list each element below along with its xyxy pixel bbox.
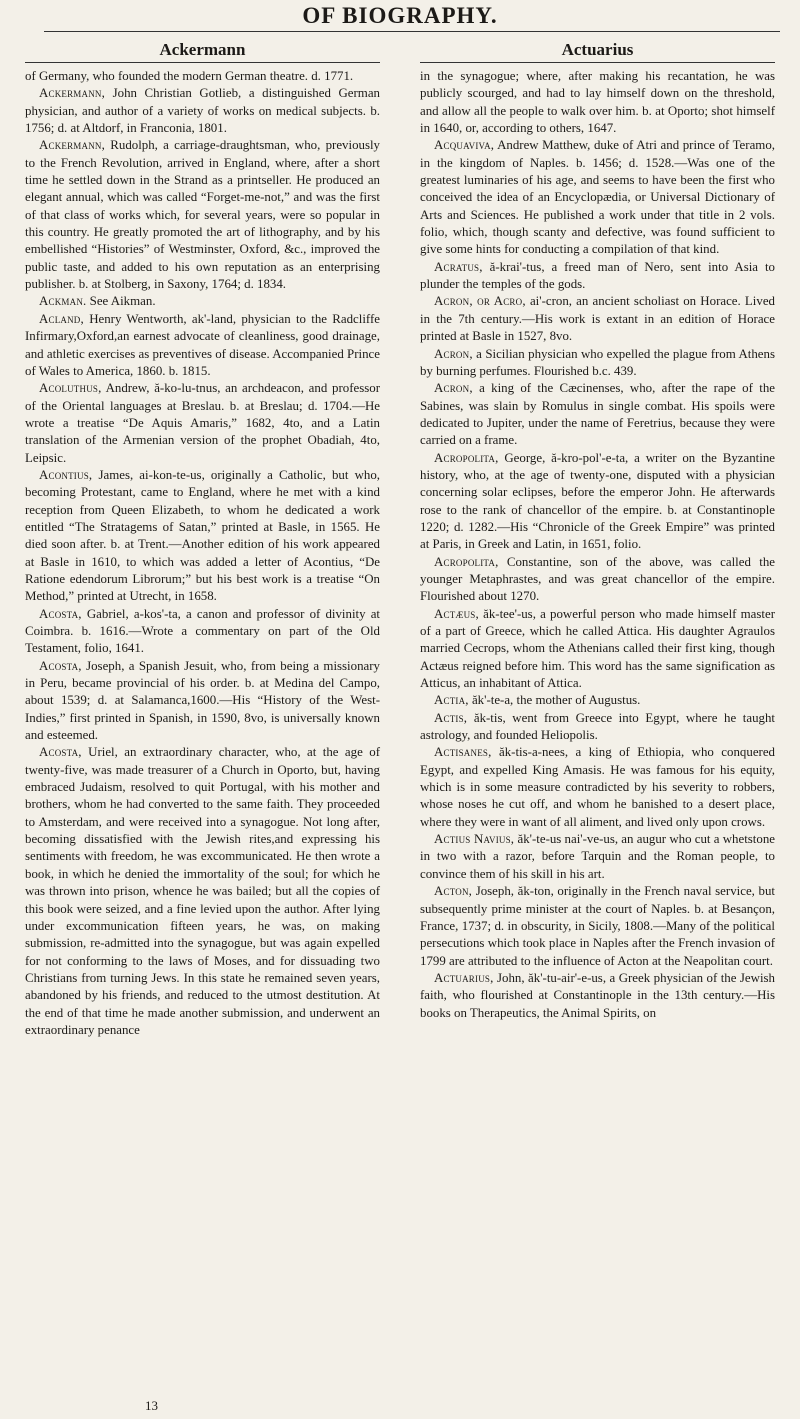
right-column-heading: Actuarius bbox=[561, 40, 634, 59]
entry-headword: Actius Navius, bbox=[434, 832, 515, 847]
entry-text: Andrew Matthew, duke of Atri and prince of Teramo, in the kingdom of Naples. b. 1456; d. 1528.—Was one of the greatest luminaries of his age, and seems to have been the first who conceived the idea of an Encyclopædia, or Universal Dictionary of Arts and Sciences. He published a work under that title in 2 vols. folio, which, though scanty and defective, was found sufficient to give some hints for conducting a compilation of that kind. bbox=[420, 138, 775, 257]
entry-text: Gabriel, a-kos'-ta, a canon and professor of divinity at Coimbra. b. 1616.—Wrote a commentary on part of the Old Testament, folio, 1641. bbox=[25, 606, 380, 656]
page-number: 13 bbox=[145, 1398, 158, 1413]
entry-text: James, ai-kon-te-us, originally a Catholic, but who, becoming Protestant, came to England, where he met with a kind reception from Queen Elizabeth, to whom he dedicated a work entitled “The Stratagems of Satan,” printed at Basle, in 1565. He died soon after. b. at Trent.—Another edition of his work appeared at Basle in 1610, to which was added a letter of Acontius, “De Ratione edendorum Librorum;” but his best work is a treatise “On Method,” printed at Utrecht, in 1658. bbox=[25, 467, 380, 604]
entry bbox=[25, 85, 380, 137]
entry-text: Joseph, a Spanish Jesuit, who, from being a missionary in Peru, became provincial of his order. b. at Medina del Campo, about 1539; d. at Salamanca,1600.—His “History of the West-Indies,” first printed in Spanish, in 1590, 8vo, is universally known and esteemed. bbox=[25, 658, 380, 743]
entry bbox=[25, 467, 380, 606]
entry-text: ăk-tee'-us, a powerful person who made himself master of a part of Greece, which he called Attica. His daughter Agraulos married Cecrops, whom the Athenians called their first king, though Actæus reigned before him. This word has the same signification as Atticus, an inhabitant of Attica. bbox=[420, 606, 775, 691]
entry bbox=[420, 970, 775, 1022]
entry-text: in the synagogue; where, after making his recantation, he was publicly scourged, and had to lay himself down on the threshold, and allow all the people to walk over him. b. at Oporto; shot himself in 1640, or, according to others, 1647. bbox=[420, 69, 775, 136]
entry-headword: Actisanes, bbox=[434, 745, 492, 760]
entry bbox=[25, 137, 380, 293]
entry-text: See Aikman. bbox=[86, 294, 156, 309]
entry bbox=[420, 883, 775, 970]
entry-headword: Acropolita, bbox=[434, 450, 499, 465]
entry-text: ăk'-te-us nai'-ve-us, an augur who cut a whetstone in two with a razor, before Tarquin and the Roman people, to convince them of his skill in his art. bbox=[420, 832, 775, 881]
entry-text: Uriel, an extraordinary character, who, at the age of twenty-five, was made treasurer of a Church in Oporto, but, having embraced Judaism, resolved to quit Portugal, with his mother and brothers, whom he had converted to the same faith. They proceeded to Amsterdam, and were received into a synagogue. Not long after, becoming dissatisfied with the Jewish rites,and expressing his sentiments with freedom, he was excommunicated. He then wrote a book, in which he denied the immortality of the soul; for which he was thrown into prison, whence he was bailed; but all the copies of this book were seized, and a fine levied upon the author. After lying under excommunication fifteen years, he was, on making submission, re-admitted into the synagogue, but was again expelled for not conforming to the laws of Moses, and for dissuading two Christians from turning Jews. In this state he remained seven years, abandoned by his friends, and reduced to the utmost destitution. At the end of that time he made another submission, and underwent an extraordinary penance bbox=[25, 745, 380, 1037]
entry-headword: Actuarius, bbox=[434, 970, 494, 985]
entry bbox=[420, 68, 775, 137]
entry bbox=[420, 710, 775, 745]
entry-headword: Acosta, bbox=[39, 745, 82, 760]
entry bbox=[420, 692, 775, 709]
entry-headword: Acosta, bbox=[39, 606, 82, 621]
entry bbox=[420, 137, 775, 258]
entry-text: ăk-tis, went from Greece into Egypt, where he taught astrology, and founded Heliopolis. bbox=[420, 710, 775, 743]
entry bbox=[420, 259, 775, 294]
entry-text: a Sicilian physician who expelled the plague from Athens by burning perfumes. Flourished b.c. 439. bbox=[420, 346, 775, 378]
entry bbox=[420, 380, 775, 449]
entry-text: ăk-tis-a-nees, a king of Ethiopia, who conquered Egypt, and expelled King Amasis. He was famous for his equity, which is in some measure contradicted by his severity to robbers, whose noses he cut off, and whom he banished to a desert place, where they were in want of all aliment, and lived only upon crows. bbox=[420, 745, 775, 829]
entry-headword: Acron, or Acro, bbox=[434, 294, 526, 309]
entry bbox=[420, 346, 775, 381]
right-column bbox=[420, 68, 775, 1022]
entry-headword: Actæus, bbox=[434, 606, 479, 621]
entry bbox=[420, 831, 775, 883]
entry-headword: Actia, bbox=[434, 693, 469, 708]
left-column-heading: Ackermann bbox=[159, 40, 246, 59]
entry-text: Joseph, ăk-ton, originally in the French naval service, but subsequently prime minister at the court of Naples. b. at Besançon, France, 1737; d. in obscurity, in Sicily, 1808.—Many of the political persecutions which took place in Naples after the French invasion of 1799 are attributed to the influence of Acton at the Neapolitan court. bbox=[420, 884, 775, 968]
entry-headword: Acquaviva, bbox=[434, 138, 495, 153]
entry bbox=[25, 68, 380, 85]
entry-text: ă-krai'-tus, a freed man of Nero, sent into Asia to plunder the temples of the gods. bbox=[420, 259, 775, 292]
entry bbox=[420, 744, 775, 831]
entry-text: Constantine, son of the above, was called the younger Metaphrastes, and was great chancellor of the empire. Flourished about 1270. bbox=[420, 554, 775, 604]
entry bbox=[25, 293, 380, 310]
entry-headword: Ackermann, bbox=[39, 138, 106, 153]
entry bbox=[420, 450, 775, 554]
entry-headword: Acron, bbox=[434, 381, 473, 396]
entry-text: of Germany, who founded the modern German theatre. d. 1771. bbox=[25, 69, 354, 83]
entry-text: John, ăk'-tu-air'-e-us, a Greek physician of the Jewish faith, who flourished at Constantinople in the 13th century.—His books on Therapeutics, the Animal Spirits, on bbox=[420, 970, 775, 1020]
entry-headword: Ackermann, bbox=[39, 86, 106, 101]
entry-headword: Acontius, bbox=[39, 467, 93, 482]
entry bbox=[420, 293, 775, 345]
entry-headword: Acosta, bbox=[39, 658, 82, 673]
entry bbox=[25, 311, 380, 380]
entry-text: ai'-cron, an ancient scholiast on Horace. Lived in the 7th century.—His work is extant in an edition of Horace printed at Basle in 1527, 8vo. bbox=[420, 294, 775, 344]
entry-headword: Acron, bbox=[434, 346, 473, 361]
entry-text: George, ă-kro-pol'-e-ta, a writer on the Byzantine history, who, at the age of twenty-one, disputed with a physician concerning solar eclipses, before the emperor John. He afterwards rose to the rank of chancellor of the empire. b. at Constantinople 1220; d. 1282.—His “Chronicle of the Greek Empire” was printed at Paris, in Greek and Latin, in 1651, folio. bbox=[420, 450, 775, 552]
entry-headword: Ackman. bbox=[39, 294, 87, 309]
entry bbox=[420, 606, 775, 693]
entry bbox=[25, 658, 380, 745]
entry bbox=[420, 554, 775, 606]
left-column bbox=[25, 68, 380, 1039]
running-head: OF BIOGRAPHY. bbox=[302, 3, 498, 28]
entry-headword: Acratus, bbox=[434, 259, 483, 274]
entry bbox=[25, 744, 380, 1039]
entry-headword: Acoluthus, bbox=[39, 381, 102, 396]
entry-headword: Acland, bbox=[39, 311, 84, 326]
entry-headword: Acton, bbox=[434, 884, 473, 899]
entry-text: Henry Wentworth, ak'-land, physician to the Radcliffe Infirmary,Oxford,an earnest advocate of cleanliness, good drainage, and athletic exercises as preventives of disease. Accompanied Prince of Wales to America, 1860. b. 1815. bbox=[25, 311, 380, 378]
left-column-rule bbox=[25, 62, 380, 63]
entry-text: Rudolph, a carriage-draughtsman, who, previously to the French Revolution, arrived in England, where, after a short time he settled down in the Strand as a printseller. He produced an elegant annual, which was called “Forget-me-not,” and was the first of that class of works which, for several years, were so popular in this country. He greatly promoted the art of lithography, and by his embellished “Histories” of Westminster, Oxford, &c., improved the public taste, and added to his own reputation as an enterprising publisher. b. at Stolberg, in Saxony, 1764; d. 1834. bbox=[25, 138, 380, 292]
entry bbox=[25, 380, 380, 467]
entry bbox=[25, 606, 380, 658]
entry-text: a king of the Cæcinenses, who, after the rape of the Sabines, was slain by Romulus in single combat. His spoils were dedicated to Jupiter, under the name of Feretrius, because they were carried on a frame. bbox=[420, 381, 775, 448]
header-rule bbox=[44, 31, 780, 32]
entry-headword: Acropolita, bbox=[434, 554, 499, 569]
entry-text: ăk'-te-a, the mother of Augustus. bbox=[468, 693, 641, 708]
right-column-rule bbox=[420, 62, 775, 63]
entry-headword: Actis, bbox=[434, 710, 468, 725]
entry-text: Andrew, ă-ko-lu-tnus, an archdeacon, and professor of the Oriental languages at Breslau. b. at Breslau; d. 1704.—He wrote a treatise “De Aquis Amaris,” 1682, 4to, and a Latin translation of the Armenian version of the prophet Obadiah, 4to, Leipsic. bbox=[25, 381, 380, 465]
entry-text: John Christian Gotlieb, a distinguished German physician, and author of a variety of works on medical subjects. b. 1756; d. at Altdorf, in Franconia, 1801. bbox=[25, 86, 380, 136]
